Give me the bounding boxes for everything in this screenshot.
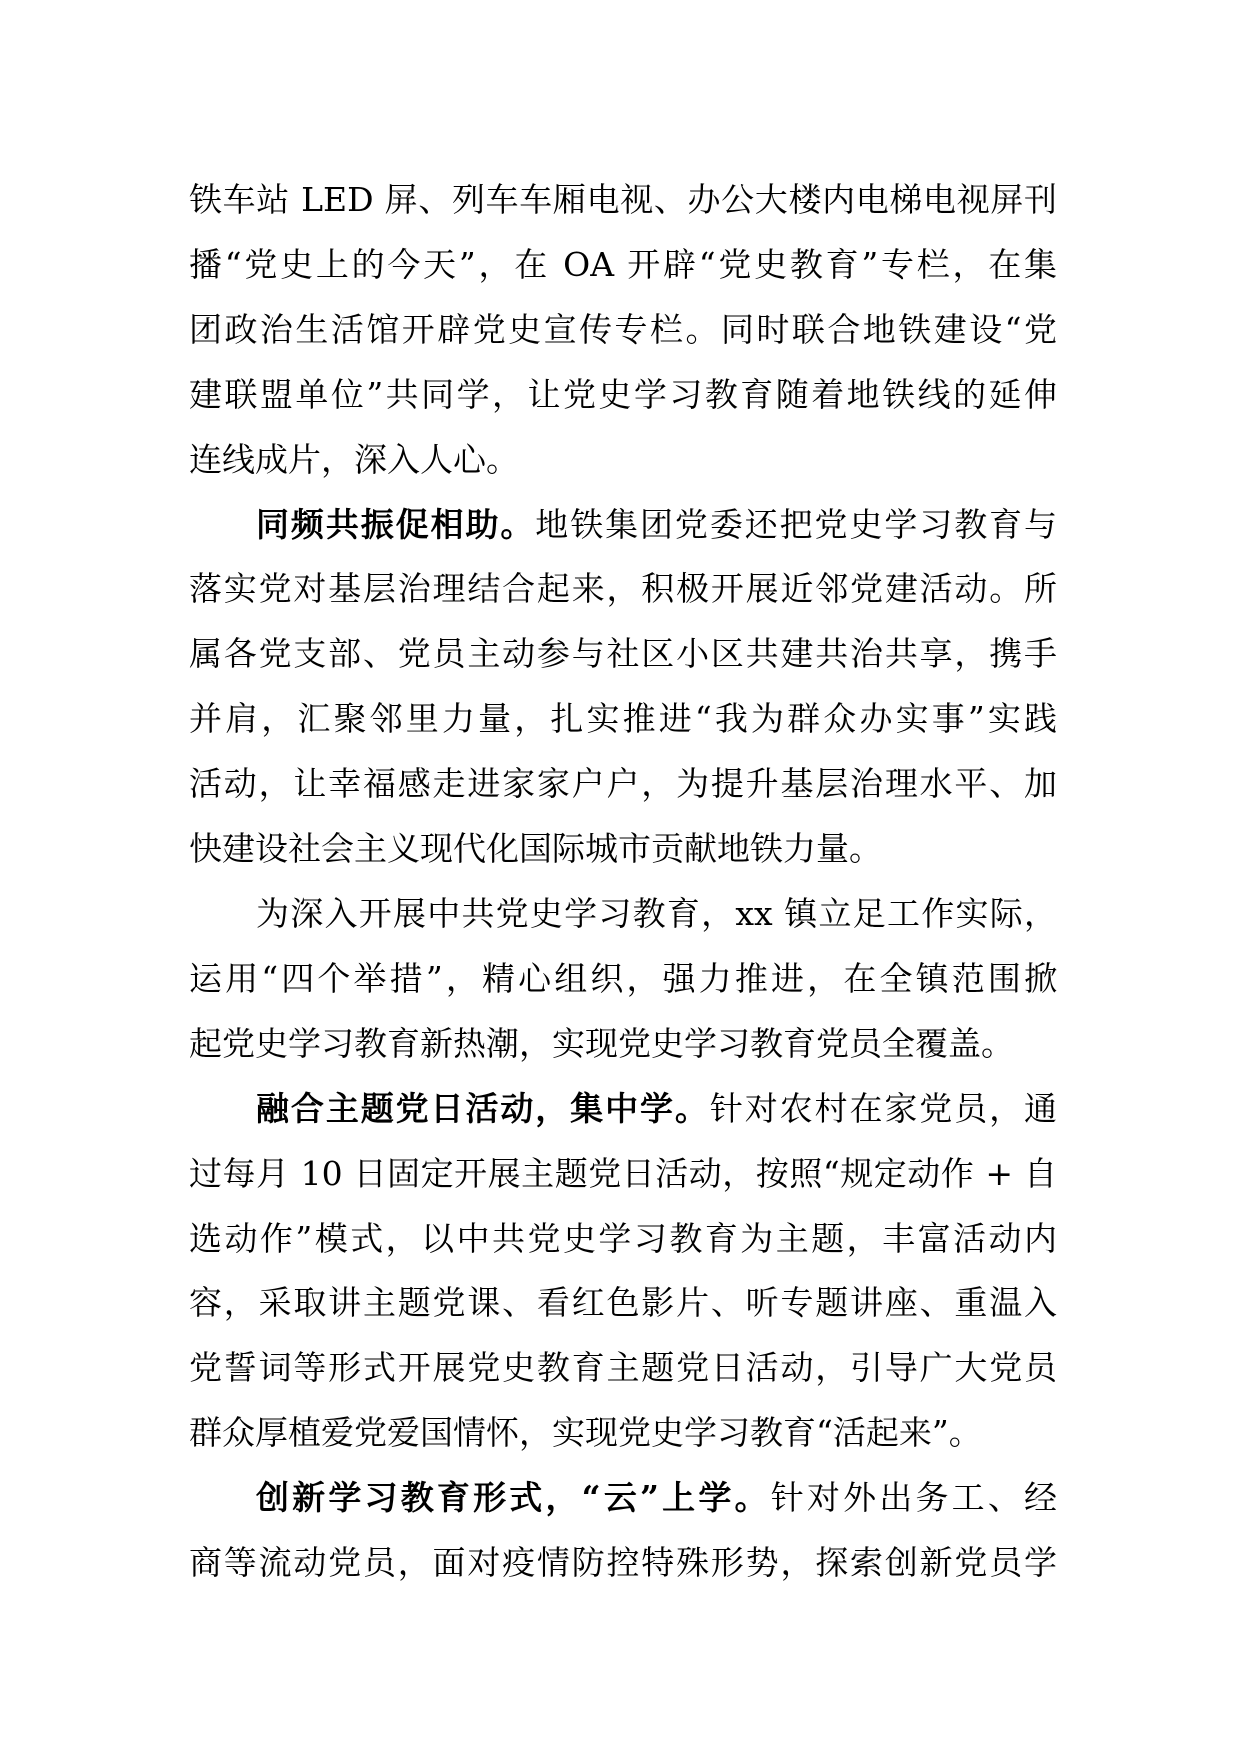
- line-text: 起党史学习教育新热潮，实现党史学习教育党员全覆盖。: [189, 1023, 1014, 1063]
- line-text: 铁车站 LED 屏、列车车厢电视、办公大楼内电梯电视屏刊: [189, 180, 1057, 219]
- line-text: 运用“四个举措”，精心组织，强力推进，在全镇范围掀: [189, 958, 1057, 998]
- paragraph: [189, 1466, 1057, 1596]
- bold-heading: 同频共振促相助。: [256, 504, 536, 544]
- text-line: [189, 233, 1057, 298]
- line-text: 针对农村在家党员，通: [709, 1088, 1058, 1128]
- line-text: 地铁集团党委还把党史学习教育与: [535, 504, 1058, 544]
- text-line: [189, 817, 1057, 882]
- text-line: [189, 557, 1057, 622]
- bold-heading: 创新学习教育形式，“云”上学。: [256, 1478, 771, 1518]
- line-text: 为深入开展中共党史学习教育，xx 镇立足工作实际，: [256, 893, 1057, 933]
- text-line: [189, 1401, 1057, 1466]
- text-line: [189, 687, 1057, 752]
- line-text: 针对外出务工、经: [770, 1478, 1058, 1518]
- line-text: 团政治生活馆开辟党史宣传专栏。同时联合地铁建设“党: [189, 309, 1057, 349]
- line-text: 容，采取讲主题党课、看红色影片、听专题讲座、重温入: [189, 1283, 1057, 1323]
- line-text: 选动作”模式，以中共党史学习教育为主题，丰富活动内: [189, 1218, 1057, 1258]
- document-body: [189, 168, 1057, 1596]
- text-line: [189, 882, 1057, 947]
- line-text: 属各党支部、党员主动参与社区小区共建共治共享，携手: [189, 634, 1057, 674]
- paragraph: [189, 168, 1057, 493]
- line-text: 建联盟单位”共同学，让党史学习教育随着地铁线的延伸: [189, 374, 1057, 414]
- paragraph: [189, 1077, 1057, 1466]
- line-text: 并肩，汇聚邻里力量，扎实推进“我为群众办实事”实践: [189, 699, 1057, 739]
- text-line: [189, 1271, 1057, 1336]
- text-line: [189, 1142, 1057, 1207]
- line-text: 连线成片，深入人心。: [189, 439, 519, 479]
- paragraph: [189, 882, 1057, 1077]
- text-line: [189, 428, 1057, 493]
- text-line: [189, 1466, 1057, 1531]
- text-line: [189, 1207, 1057, 1272]
- text-line: [189, 363, 1057, 428]
- text-line: [189, 947, 1057, 1012]
- line-text: 商等流动党员，面对疫情防控特殊形势，探索创新党员学: [189, 1543, 1057, 1583]
- text-line: [189, 1336, 1057, 1401]
- line-text: 播“党史上的今天”，在 OA 开辟“党史教育”专栏，在集: [189, 244, 1057, 284]
- text-line: [189, 622, 1057, 687]
- bold-heading: 融合主题党日活动，集中学。: [256, 1088, 710, 1128]
- text-line: [189, 493, 1057, 558]
- text-line: [189, 168, 1057, 233]
- line-text: 活动，让幸福感走进家家户户，为提升基层治理水平、加: [189, 764, 1057, 804]
- text-line: [189, 1077, 1057, 1142]
- text-line: [189, 1012, 1057, 1077]
- line-text: 过每月 10 日固定开展主题党日活动，按照“规定动作 + 自: [189, 1153, 1057, 1193]
- text-line: [189, 298, 1057, 363]
- text-line: [189, 1531, 1057, 1596]
- text-line: [189, 752, 1057, 817]
- line-text: 党誓词等形式开展党史教育主题党日活动，引导广大党员: [189, 1348, 1057, 1388]
- line-text: 快建设社会主义现代化国际城市贡献地铁力量。: [189, 829, 882, 869]
- line-text: 群众厚植爱党爱国情怀，实现党史学习教育“活起来”。: [189, 1413, 982, 1453]
- paragraph: [189, 493, 1057, 882]
- line-text: 落实党对基层治理结合起来，积极开展近邻党建活动。所: [189, 569, 1057, 609]
